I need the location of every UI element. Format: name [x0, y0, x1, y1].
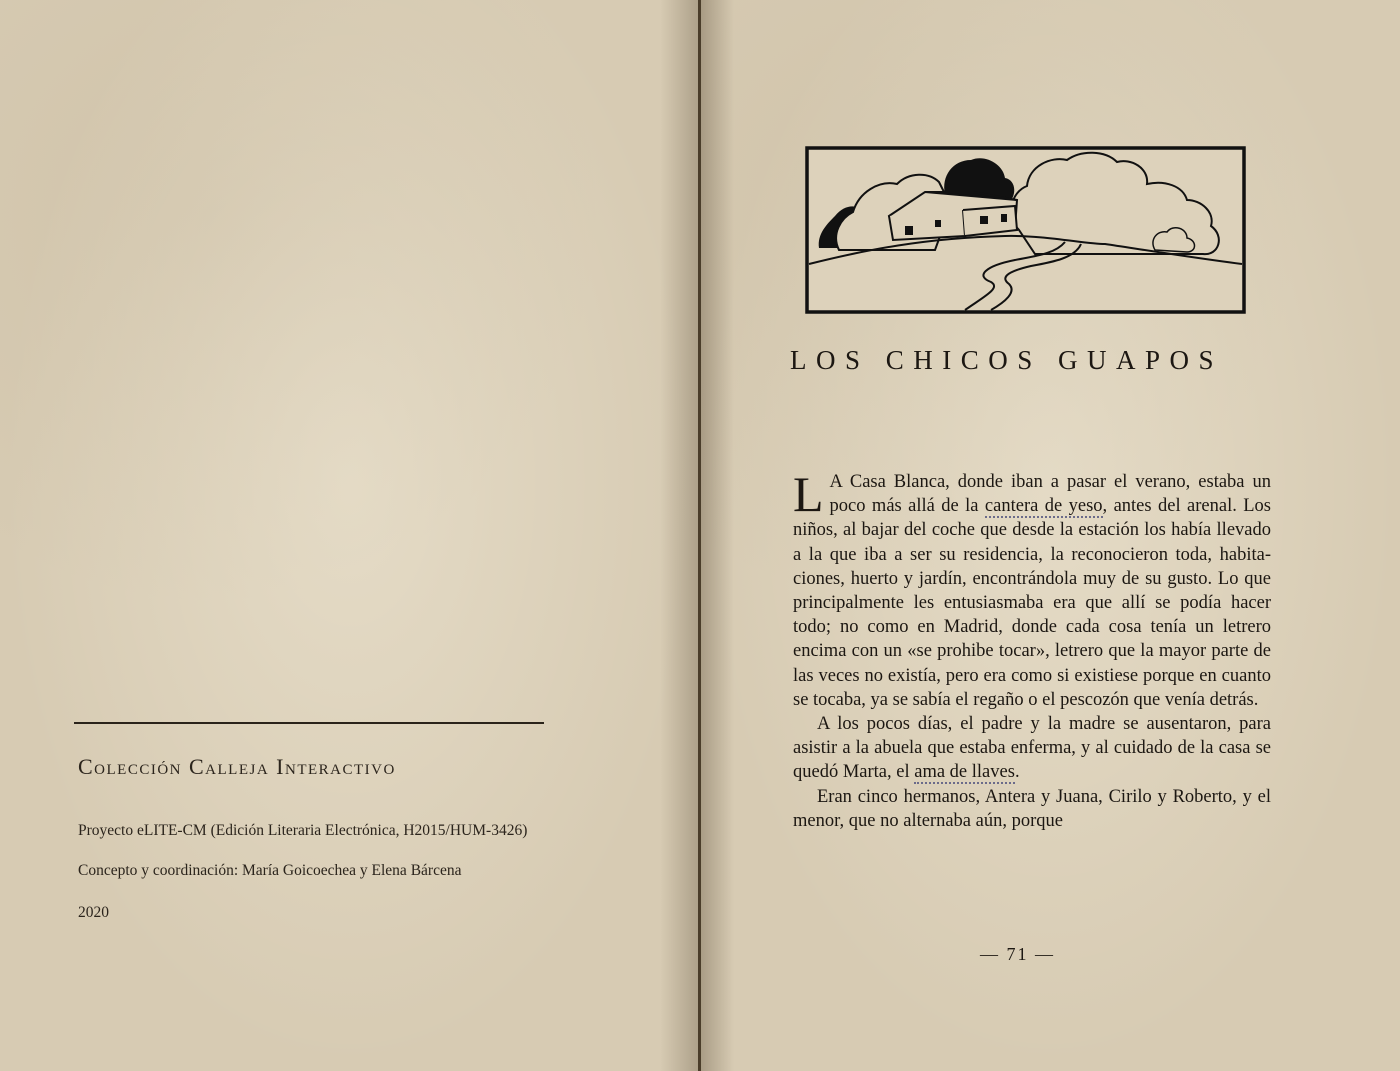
paragraph-text: A Casa Blanca, donde iban a pasar el verano, estaba un poco más allá de la: [829, 472, 1271, 517]
paragraph-text: A los pocos días, el padre y la madre se ausentaron, para asistir a la abuela que estaba enferma, y al cuidado de la casa se quedó Marta, el: [793, 714, 1271, 783]
book-gutter: [698, 0, 701, 1071]
paragraph-text: .: [1014, 762, 1020, 783]
page-number: — 71 —: [980, 944, 1055, 964]
chapter-body: [793, 466, 1271, 833]
colophon-rule: [74, 722, 544, 724]
gutter-shadow: [660, 0, 700, 1071]
paragraph-text: , antes del arenal. Los niños, al bajar del coche que desde la estación los había llevado a la que iba a ser su residencia, la reconocieron toda, habitaciones, huerto y jardín, encontrándola muy de su gusto. Lo que principalmente les entusiasmaba era que allí se podía hacer todo; no como en Madrid, donde cada cosa tenía un letrero encima con un «se prohibe tocar», letrero que la mayor parte de las veces no existía, pero era como si existiese porque en cuanto se tocaba, ya se sabía el regaño o el pescozón que venía detrás.: [793, 496, 1271, 710]
collection-name: Colección Calleja Interactivo: [78, 754, 396, 779]
drop-cap: L: [793, 466, 824, 522]
concept-credit: Concepto y coordinación: María Goicoechea y Elena Bárcena: [78, 862, 462, 879]
paragraph-3: Eran cinco hermanos, Antera y Juana, Cirilo y Roberto, y el menor, que no alternaba aún, porque: [793, 786, 1271, 831]
glossary-link[interactable]: cantera de yeso: [984, 496, 1103, 517]
paragraph-1: [793, 466, 1271, 712]
chapter-title: LOS CHICOS GUAPOS: [790, 345, 1224, 375]
publication-year: 2020: [78, 904, 109, 921]
project-credit: Proyecto eLITE-CM (Edición Literaria Electrónica, H2015/HUM-3426): [78, 822, 528, 839]
gutter-shadow: [700, 0, 734, 1071]
paragraph-2: [793, 712, 1271, 785]
house-landscape-illustration: [805, 146, 1246, 314]
glossary-link[interactable]: ama de llaves: [914, 762, 1015, 783]
